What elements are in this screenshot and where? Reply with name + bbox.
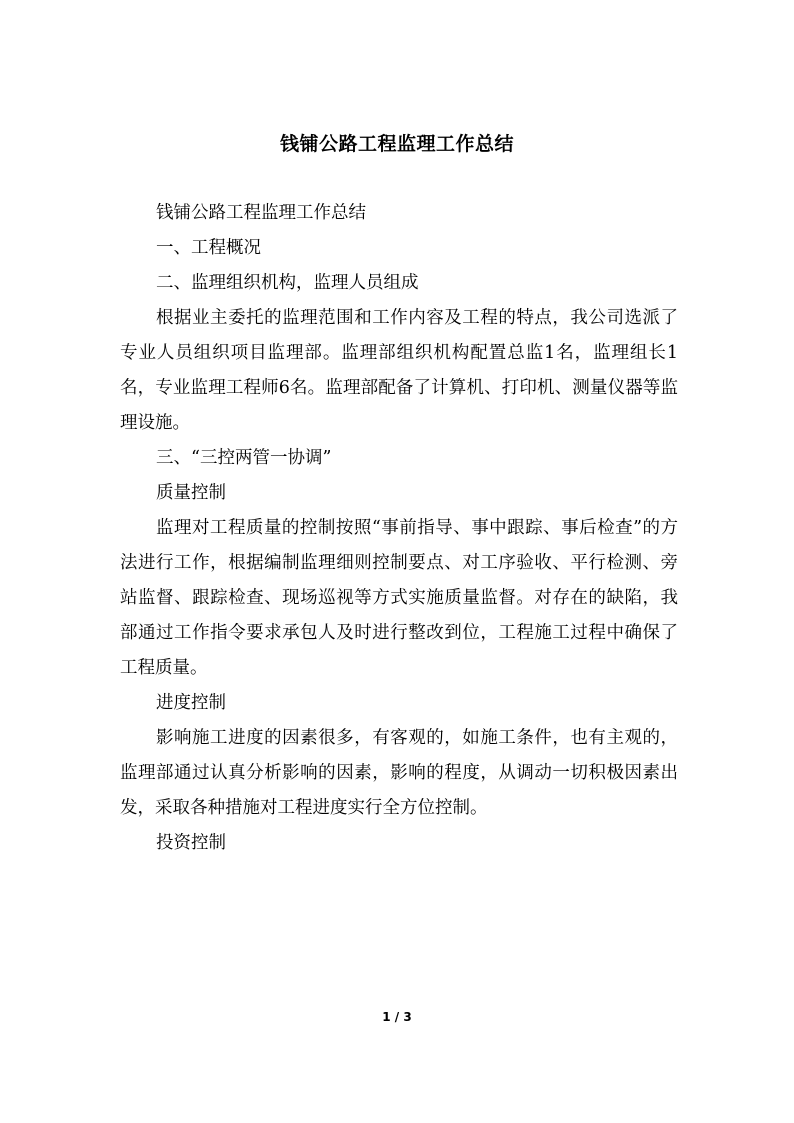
document-body [120, 196, 678, 861]
subheading-progress-control: 进度控制 [156, 693, 226, 713]
paragraph-quality-control: 监理对工程质量的控制按照“事前指导、事中跟踪、事后检查”的方法进行工作，根据编制监理细则控制要点、对工序验收、平行检测、旁站监督、跟踪检查、现场巡视等方式实施质量监督。对存在的缺陷，我部通过工作指令要求承包人及时进行整改到位，工程施工过程中确保了工程质量。 [120, 518, 678, 678]
subheading-investment-control: 投资控制 [156, 833, 226, 853]
paragraph-progress-control: 影响施工进度的因素很多，有客观的，如施工条件，也有主观的，监理部通过认真分析影响的因素，影响的程度，从调动一切积极因素出发，采取各种措施对工程进度实行全方位控制。 [120, 728, 678, 818]
page-number: 1 / 3 [382, 1010, 412, 1024]
paragraph-heading-title-repeat: 钱铺公路工程监理工作总结 [156, 203, 366, 223]
paragraph-organization: 根据业主委托的监理范围和工作内容及工程的特点，我公司选派了专业人员组织项目监理部。监理部组织机构配置总监1名，监理组长1名，专业监理工程师6名。监理部配备了计算机、打印机、测量仪器等监理设施。 [120, 308, 678, 433]
section-heading-organization: 二、监理组织机构，监理人员组成 [156, 273, 419, 293]
subheading-quality-control: 质量控制 [156, 483, 226, 503]
section-heading-three-controls: 三、“三控两管一协调” [156, 448, 332, 468]
document-title: 钱铺公路工程监理工作总结 [279, 133, 514, 155]
section-heading-overview: 一、工程概况 [156, 238, 261, 258]
